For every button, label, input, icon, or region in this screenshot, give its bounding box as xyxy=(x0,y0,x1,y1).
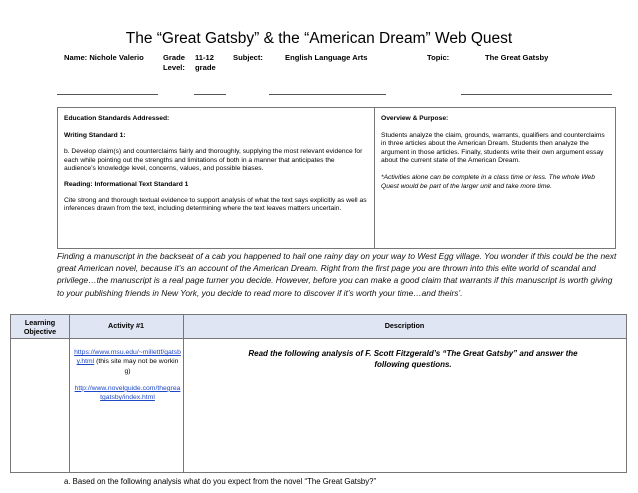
writing-standard-title: Writing Standard 1: xyxy=(64,131,126,139)
grade-underline xyxy=(194,94,226,95)
overview-cell xyxy=(375,108,615,248)
teacher-name: Name: Nichole Valerio xyxy=(64,53,144,62)
header-activity: Activity #1 xyxy=(108,321,144,330)
overview-heading: Overview & Purpose: xyxy=(381,115,449,122)
topic-label: Topic: xyxy=(427,53,450,62)
standards-heading: Education Standards Addressed: xyxy=(64,115,170,122)
link-msu[interactable]: https://www.msu.edu/~millettf/gatsby.html xyxy=(74,349,181,366)
topic-underline xyxy=(461,94,612,95)
overview-text: Students analyze the claim, grounds, warrants, qualifiers and counterclaims in three articles about the American Dream. Students then analyze the argument in those articles. Finally, students write their own argument essay about the current state of the American Dream. xyxy=(381,131,605,165)
grade-value: 11-12 grade xyxy=(195,53,216,72)
col-divider-2 xyxy=(183,315,184,472)
link-msu-note: (this site may not be working) xyxy=(96,358,179,375)
header-description: Description xyxy=(384,321,425,330)
activity-description: Read the following analysis of F. Scott Fitzgerald’s “The Great Gatsby” and answer the following questions. xyxy=(248,349,578,369)
grade-label: Grade Level: xyxy=(163,53,185,72)
writing-standard-text: b. Develop claim(s) and counterclaims fairly and thoroughly, supplying the most relevant evidence for each while pointing out the strengths and limitations of both in a manner that anticipates the audience’s knowledge level, concerns, values, and possible biases. xyxy=(64,148,363,173)
standards-cell xyxy=(58,108,375,248)
intro-paragraph: Finding a manuscript in the backseat of a cab you happened to hail one rainy day on your way to West Egg village. You wonder if this could be the next great American novel, because it’s an account of the American Dream. Right from the first page you are thrown into this elite world of scandal and privilege…the manuscript is a real page turner you decide. However, before you can make a good claim that warrants if this manuscript is worth giving to your publishing friends in New York, you decide to read more to discover if it’s worth your time…and theirs’. xyxy=(57,251,617,298)
link-novelguide[interactable]: http://www.novelguide.com/thegreatgatsby/index.html xyxy=(74,384,181,402)
reading-standard-text: Cite strong and thorough textual evidence to support analysis of what the text says explicitly as well as inferences drawn from the text, including determining where the text leaves matters uncertain. xyxy=(64,196,367,213)
header-learning-objective: Learning Objective xyxy=(23,318,57,336)
name-underline xyxy=(57,94,158,95)
subject-value: English Language Arts xyxy=(285,53,368,62)
activity-links xyxy=(74,348,181,402)
topic-value: The Great Gatsby xyxy=(485,53,549,62)
question-a: a. Based on the following analysis what do you expect from the novel “The Great Gatsby?” xyxy=(64,477,377,486)
page-title: The “Great Gatsby” & the “American Dream” Web Quest xyxy=(125,30,513,47)
standards-table xyxy=(57,107,616,249)
reading-standard-title: Reading: Informational Text Standard 1 xyxy=(64,180,189,188)
subject-label: Subject: xyxy=(233,53,263,62)
subject-underline xyxy=(269,94,386,95)
col-divider-1 xyxy=(69,315,70,472)
overview-note: *Activities alone can be complete in a class time or less. The whole Web Quest would be part of the larger unit and take more time. xyxy=(381,173,595,190)
activity-table xyxy=(10,314,627,473)
